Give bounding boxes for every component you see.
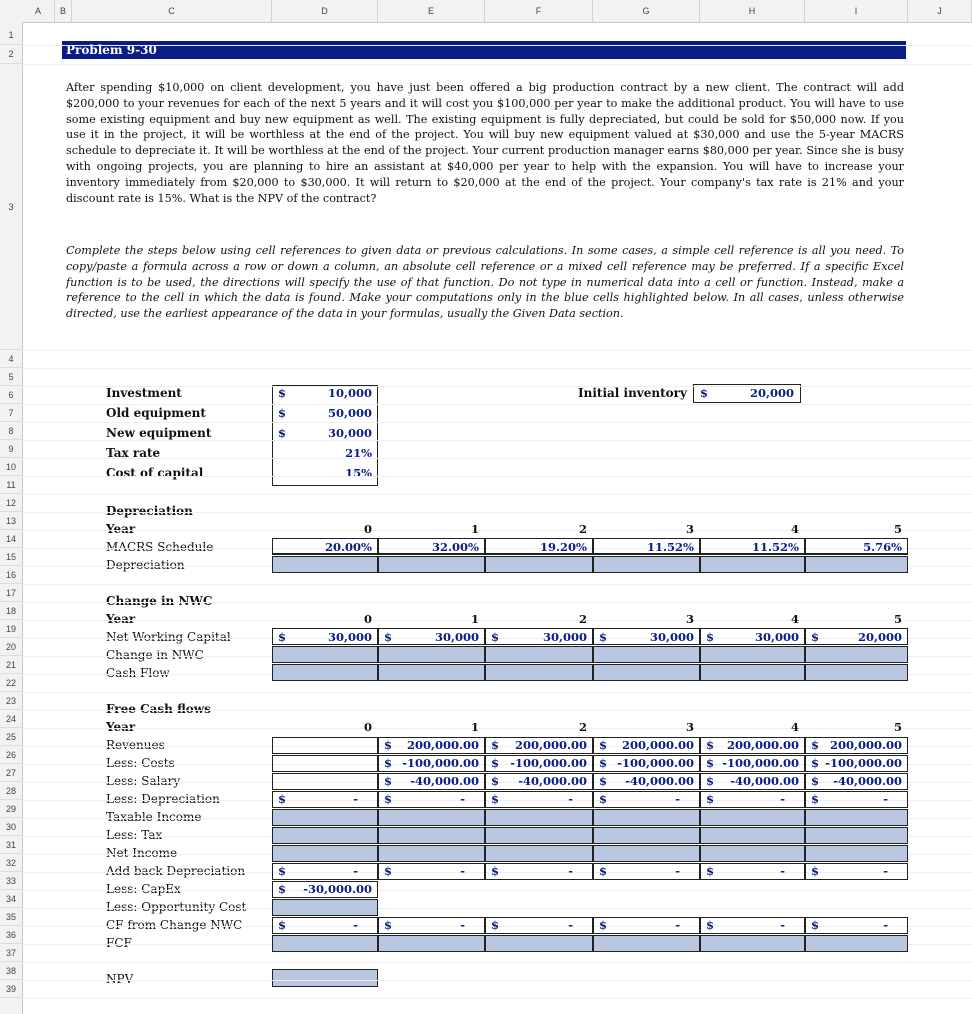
fcf-depr-dash-2: - <box>568 792 573 806</box>
gridline <box>22 404 972 405</box>
depreciation-year-label: Year <box>106 522 136 536</box>
net-income-label: Net Income <box>106 846 178 860</box>
macrs-value-3[interactable]: 11.52% <box>647 540 694 554</box>
instructions-text: Complete the steps below using cell references to given data or previous calculations. In some cases, a simple cell reference is all you need. To copy/paste a formula across a row or down a column, an absolute cell reference or a mixed cell reference may be preferred. If a specific Excel function is to be used, the directions will specify the use of that function. Do not type in numerical data into a cell or function. Instead, make a reference to the cell in which the data is found. Make your computations only in the blue cells highlighted below. In all cases, unless otherwise directed, use the earliest appearance of the data in your formulas, usually the Given Data section. <box>66 244 904 321</box>
depr-year-3: 3 <box>685 522 694 536</box>
capex-value-0[interactable]: -30,000.00 <box>303 882 372 896</box>
cost-dollar-5: $ <box>811 756 820 770</box>
tax-input-5[interactable] <box>805 827 908 844</box>
row-header-16[interactable]: 16 <box>0 566 22 584</box>
salary-value-2[interactable]: -40,000.00 <box>518 774 587 788</box>
net-income-input-2[interactable] <box>485 845 593 862</box>
fcf-depr-dollar-3: $ <box>599 792 608 806</box>
nwc-cf-input-4[interactable] <box>700 664 805 681</box>
row-header-26[interactable]: 26 <box>0 746 22 764</box>
gridline <box>22 998 972 999</box>
nwc-dollar-5: $ <box>811 630 820 644</box>
initial-inventory-dollar: $ <box>700 386 709 400</box>
addback-dollar-3: $ <box>599 864 608 878</box>
fcf-empty-cell-cost <box>272 755 378 772</box>
salary-dollar-3: $ <box>599 774 608 788</box>
nwc-cf-input-2[interactable] <box>485 664 593 681</box>
tax-input-4[interactable] <box>700 827 805 844</box>
tax-rate-label: Tax rate <box>106 446 161 460</box>
tax-input-3[interactable] <box>593 827 700 844</box>
row-header-14[interactable]: 14 <box>0 530 22 548</box>
row-header-7[interactable]: 7 <box>0 404 22 422</box>
depreciation-input-4[interactable] <box>700 556 805 573</box>
nwc-year-1: 1 <box>470 612 479 626</box>
row-header-23[interactable]: 23 <box>0 692 22 710</box>
gridline <box>22 584 972 585</box>
taxable-income-input-1[interactable] <box>378 809 485 826</box>
cost-dollar-1: $ <box>384 756 393 770</box>
cf-nwc-dollar-2: $ <box>491 918 500 932</box>
row-header-bar <box>0 22 23 1014</box>
cf-nwc-dash-5: - <box>883 918 888 932</box>
row-header-17[interactable]: 17 <box>0 584 22 602</box>
gridline <box>22 64 972 65</box>
fcf-depr-dash-0: - <box>353 792 358 806</box>
new-equipment-value[interactable]: 30,000 <box>327 426 372 440</box>
old-equipment-label: Old equipment <box>106 406 206 420</box>
nwc-value-3[interactable]: 30,000 <box>649 630 694 644</box>
fcf-year-3: 3 <box>685 720 694 734</box>
revenues-label: Revenues <box>106 738 165 752</box>
row-header-29[interactable]: 29 <box>0 800 22 818</box>
gridline <box>22 602 972 603</box>
addback-dash-3: - <box>675 864 680 878</box>
nwc-value-0[interactable]: 30,000 <box>327 630 372 644</box>
nwc-dollar-0: $ <box>278 630 287 644</box>
taxable-income-input-0[interactable] <box>272 809 378 826</box>
row-header-30[interactable]: 30 <box>0 818 22 836</box>
gridline <box>22 908 972 909</box>
tax-input-0[interactable] <box>272 827 378 844</box>
net-income-input-3[interactable] <box>593 845 700 862</box>
salary-dollar-2: $ <box>491 774 500 788</box>
fcf-depr-dash-3: - <box>675 792 680 806</box>
nwc-year-2: 2 <box>578 612 587 626</box>
macrs-value-1[interactable]: 32.00% <box>432 540 479 554</box>
row-header-15[interactable]: 15 <box>0 548 22 566</box>
fcf-year-2: 2 <box>578 720 587 734</box>
nwc-label: Net Working Capital <box>106 630 231 644</box>
depreciation-heading: Depreciation <box>106 504 193 518</box>
column-header-h[interactable]: H <box>700 0 805 22</box>
net-income-input-5[interactable] <box>805 845 908 862</box>
row-header-12[interactable]: 12 <box>0 494 22 512</box>
cf-nwc-dollar-4: $ <box>706 918 715 932</box>
depr-year-0: 0 <box>363 522 372 536</box>
taxable-income-input-4[interactable] <box>700 809 805 826</box>
opportunity-cost-label: Less: Opportunity Cost <box>106 900 247 914</box>
taxable-income-input-2[interactable] <box>485 809 593 826</box>
nwc-cf-input-5[interactable] <box>805 664 908 681</box>
fcf-input-5[interactable] <box>805 935 908 952</box>
fcf-input-3[interactable] <box>593 935 700 952</box>
column-header-d[interactable]: D <box>272 0 378 22</box>
row-header-36[interactable]: 36 <box>0 926 22 944</box>
cost-value-5[interactable]: -100,000.00 <box>825 756 902 770</box>
taxable-income-input-3[interactable] <box>593 809 700 826</box>
cost-of-capital-value[interactable]: 15% <box>345 466 372 480</box>
change-nwc-input-4[interactable] <box>700 646 805 663</box>
column-header-e[interactable]: E <box>378 0 485 22</box>
depr-year-5: 5 <box>893 522 902 536</box>
row-header-4[interactable]: 4 <box>0 350 22 368</box>
addback-dash-5: - <box>883 864 888 878</box>
column-header-g[interactable]: G <box>593 0 700 22</box>
fcf-input-0[interactable] <box>272 935 378 952</box>
gridline <box>22 386 972 387</box>
nwc-cf-input-1[interactable] <box>378 664 485 681</box>
nwc-dollar-3: $ <box>599 630 608 644</box>
nwc-dollar-4: $ <box>706 630 715 644</box>
row-header-1[interactable]: 1 <box>0 26 22 45</box>
opportunity-cost-input-0[interactable] <box>272 899 378 916</box>
row-header-11[interactable]: 11 <box>0 476 22 494</box>
taxable-income-input-5[interactable] <box>805 809 908 826</box>
nwc-year-0: 0 <box>363 612 372 626</box>
cf-nwc-dollar-1: $ <box>384 918 393 932</box>
fcf-depr-dollar-1: $ <box>384 792 393 806</box>
revenue-dollar-2: $ <box>491 738 500 752</box>
salary-label: Less: Salary <box>106 774 181 788</box>
row-header-24[interactable]: 24 <box>0 710 22 728</box>
depreciation-input-3[interactable] <box>593 556 700 573</box>
row-header-22[interactable]: 22 <box>0 674 22 692</box>
depr-year-2: 2 <box>578 522 587 536</box>
cost-dollar-3: $ <box>599 756 608 770</box>
new-equipment-label: New equipment <box>106 426 212 440</box>
revenue-value-2[interactable]: 200,000.00 <box>514 738 587 752</box>
macrs-value-0[interactable]: 20.00% <box>325 540 372 554</box>
gridline <box>22 422 972 423</box>
row-header-8[interactable]: 8 <box>0 422 22 440</box>
nwc-value-1[interactable]: 30,000 <box>434 630 479 644</box>
cost-value-1[interactable]: -100,000.00 <box>402 756 479 770</box>
addback-dash-4: - <box>780 864 785 878</box>
gridline <box>22 45 972 46</box>
revenue-dollar-4: $ <box>706 738 715 752</box>
nwc-year-5: 5 <box>893 612 902 626</box>
tax-input-1[interactable] <box>378 827 485 844</box>
row-header-21[interactable]: 21 <box>0 656 22 674</box>
cf-nwc-dash-3: - <box>675 918 680 932</box>
initial-inventory-value[interactable]: 20,000 <box>749 386 794 400</box>
addback-label: Add back Depreciation <box>106 864 246 878</box>
problem-title: Problem 9-30 <box>62 41 906 59</box>
capex-label: Less: CapEx <box>106 882 181 896</box>
gridline <box>22 368 972 369</box>
fcf-depr-dollar-5: $ <box>811 792 820 806</box>
row-header-39[interactable]: 39 <box>0 980 22 998</box>
cost-value-4[interactable]: -100,000.00 <box>722 756 799 770</box>
gridline <box>22 692 972 693</box>
cost-of-capital-label: Cost of capital <box>106 466 204 480</box>
fcf-heading: Free Cash flows <box>106 702 211 716</box>
row-header-33[interactable]: 33 <box>0 872 22 890</box>
fcf-depr-dash-5: - <box>883 792 888 806</box>
row-header-32[interactable]: 32 <box>0 854 22 872</box>
gridline <box>22 440 972 441</box>
column-header-i[interactable]: I <box>805 0 908 22</box>
column-header-bar <box>0 0 972 23</box>
fcf-depr-dollar-0: $ <box>278 792 287 806</box>
gridline <box>22 458 972 459</box>
gridline <box>22 962 972 963</box>
cost-value-2[interactable]: -100,000.00 <box>510 756 587 770</box>
fcf-depr-dollar-2: $ <box>491 792 500 806</box>
nwc-value-2[interactable]: 30,000 <box>542 630 587 644</box>
gridline <box>22 350 972 351</box>
investment-value[interactable]: 10,000 <box>327 386 372 400</box>
depreciation-input-1[interactable] <box>378 556 485 573</box>
net-income-input-0[interactable] <box>272 845 378 862</box>
fcf-year-5: 5 <box>893 720 902 734</box>
fcf-input-1[interactable] <box>378 935 485 952</box>
cost-dollar-4: $ <box>706 756 715 770</box>
costs-label: Less: Costs <box>106 756 175 770</box>
revenue-dollar-1: $ <box>384 738 393 752</box>
row-header-35[interactable]: 35 <box>0 908 22 926</box>
column-header-f[interactable]: F <box>485 0 593 22</box>
gridline <box>22 980 972 981</box>
investment-dollar: $ <box>278 386 287 400</box>
nwc-cf-input-0[interactable] <box>272 664 378 681</box>
fcf-depr-dash-1: - <box>460 792 465 806</box>
npv-label: NPV <box>106 972 134 986</box>
fcf-depreciation-label: Less: Depreciation <box>106 792 220 806</box>
row-header-2[interactable]: 2 <box>0 45 22 64</box>
macrs-value-2[interactable]: 19.20% <box>540 540 587 554</box>
fcf-input-2[interactable] <box>485 935 593 952</box>
row-header-34[interactable]: 34 <box>0 890 22 908</box>
fcf-depr-dollar-4: $ <box>706 792 715 806</box>
cf-nwc-dash-1: - <box>460 918 465 932</box>
macrs-value-4[interactable]: 11.52% <box>752 540 799 554</box>
fcf-year-1: 1 <box>470 720 479 734</box>
nwc-year-4: 4 <box>790 612 799 626</box>
addback-dollar-2: $ <box>491 864 500 878</box>
salary-dollar-5: $ <box>811 774 820 788</box>
change-nwc-input-5[interactable] <box>805 646 908 663</box>
cf-nwc-dollar-5: $ <box>811 918 820 932</box>
fcf-empty-cell-sal <box>272 773 378 790</box>
row-header-18[interactable]: 18 <box>0 602 22 620</box>
column-header-b[interactable]: B <box>55 0 72 22</box>
row-header-19[interactable]: 19 <box>0 620 22 638</box>
revenue-value-3[interactable]: 200,000.00 <box>621 738 694 752</box>
change-nwc-label: Change in NWC <box>106 648 204 662</box>
row-header-38[interactable]: 38 <box>0 962 22 980</box>
addback-dash-0: - <box>353 864 358 878</box>
cf-nwc-dash-0: - <box>353 918 358 932</box>
depreciation-row-label: Depreciation <box>106 558 185 572</box>
addback-dollar-1: $ <box>384 864 393 878</box>
row-header-5[interactable]: 5 <box>0 368 22 386</box>
gridline <box>22 512 972 513</box>
addback-dash-2: - <box>568 864 573 878</box>
macrs-value-5[interactable]: 5.76% <box>863 540 902 554</box>
cf-nwc-dash-4: - <box>780 918 785 932</box>
tax-rate-value[interactable]: 21% <box>345 446 372 460</box>
row-header-9[interactable]: 9 <box>0 440 22 458</box>
cost-dollar-2: $ <box>491 756 500 770</box>
npv-input-cell[interactable] <box>272 969 378 987</box>
nwc-year-3: 3 <box>685 612 694 626</box>
cost-value-3[interactable]: -100,000.00 <box>617 756 694 770</box>
addback-dollar-0: $ <box>278 864 287 878</box>
old-equipment-value[interactable]: 50,000 <box>327 406 372 420</box>
revenue-dollar-5: $ <box>811 738 820 752</box>
problem-text: After spending $10,000 on client development, you have just been offered a big production contract by a new client. The contract will add $200,000 to your revenues for each of the next 5 years and it will cost you $100,000 per year to make the additional product. You will have to use some existing equipment and buy new equipment as well. The existing equipment is fully depreciated, but could be sold for $50,000 now. If you use it in the project, it will be worthless at the end of the project. You will buy new equipment valued at $30,000 and use the 5-year MACRS schedule to depreciate it. It will be worthless at the end of the project. Your current production manager earns $80,000 per year. Since she is busy with ongoing projects, you are planning to hire an assistant at $40,000 per year to help with the expansion. You will have to increase your inventory immediately from $20,000 to $30,000. It will return to $20,000 at the end of the project. Your company's tax rate is 21% and your discount rate is 15%. What is the NPV of the contract? <box>66 81 904 205</box>
change-nwc-input-1[interactable] <box>378 646 485 663</box>
revenue-dollar-3: $ <box>599 738 608 752</box>
addback-dollar-5: $ <box>811 864 820 878</box>
fcf-empty-cell-rev <box>272 737 378 754</box>
addback-dollar-4: $ <box>706 864 715 878</box>
gridline <box>22 494 972 495</box>
nwc-heading: Change in NWC <box>106 594 213 608</box>
tax-label: Less: Tax <box>106 828 163 842</box>
row-header-13[interactable]: 13 <box>0 512 22 530</box>
depreciation-input-5[interactable] <box>805 556 908 573</box>
nwc-value-4[interactable]: 30,000 <box>754 630 799 644</box>
row-header-25[interactable]: 25 <box>0 728 22 746</box>
revenue-value-4[interactable]: 200,000.00 <box>726 738 799 752</box>
salary-value-3[interactable]: -40,000.00 <box>625 774 694 788</box>
nwc-dollar-1: $ <box>384 630 393 644</box>
salary-value-4[interactable]: -40,000.00 <box>730 774 799 788</box>
row-header-27[interactable]: 27 <box>0 764 22 782</box>
salary-value-5[interactable]: -40,000.00 <box>833 774 902 788</box>
net-income-input-1[interactable] <box>378 845 485 862</box>
salary-dollar-1: $ <box>384 774 393 788</box>
new-equipment-dollar: $ <box>278 426 287 440</box>
macrs-label: MACRS Schedule <box>106 540 214 554</box>
nwc-dollar-2: $ <box>491 630 500 644</box>
cf-nwc-dash-2: - <box>568 918 573 932</box>
row-header-3[interactable]: 3 <box>0 64 22 350</box>
depreciation-input-0[interactable] <box>272 556 378 573</box>
revenue-value-5[interactable]: 200,000.00 <box>829 738 902 752</box>
revenue-value-1[interactable]: 200,000.00 <box>406 738 479 752</box>
fcf-input-4[interactable] <box>700 935 805 952</box>
salary-value-1[interactable]: -40,000.00 <box>410 774 479 788</box>
change-nwc-input-0[interactable] <box>272 646 378 663</box>
fcf-year-4: 4 <box>790 720 799 734</box>
row-header-10[interactable]: 10 <box>0 458 22 476</box>
fcf-year-0: 0 <box>363 720 372 734</box>
row-header-31[interactable]: 31 <box>0 836 22 854</box>
fcf-year-label: Year <box>106 720 136 734</box>
column-header-c[interactable]: C <box>72 0 272 22</box>
nwc-cf-input-3[interactable] <box>593 664 700 681</box>
row-header-28[interactable]: 28 <box>0 782 22 800</box>
depr-year-1: 1 <box>470 522 479 536</box>
row-header-37[interactable]: 37 <box>0 944 22 962</box>
net-income-input-4[interactable] <box>700 845 805 862</box>
change-nwc-input-2[interactable] <box>485 646 593 663</box>
tax-input-2[interactable] <box>485 827 593 844</box>
fcf-label: FCF <box>106 936 132 950</box>
taxable-income-label: Taxable Income <box>106 810 202 824</box>
column-header-a[interactable]: A <box>22 0 55 22</box>
gridline <box>22 890 972 891</box>
capex-dollar-0: $ <box>278 882 287 896</box>
gridline <box>22 710 972 711</box>
gridline <box>22 476 972 477</box>
addback-dash-1: - <box>460 864 465 878</box>
investment-label: Investment <box>106 386 182 400</box>
old-equipment-dollar: $ <box>278 406 287 420</box>
column-header-j[interactable]: J <box>908 0 972 22</box>
depreciation-input-2[interactable] <box>485 556 593 573</box>
change-nwc-input-3[interactable] <box>593 646 700 663</box>
nwc-value-5[interactable]: 20,000 <box>857 630 902 644</box>
nwc-cash-flow-label: Cash Flow <box>106 666 170 680</box>
depr-year-4: 4 <box>790 522 799 536</box>
row-header-6[interactable]: 6 <box>0 386 22 404</box>
cf-nwc-label: CF from Change NWC <box>106 918 243 932</box>
initial-inventory-label: Initial inventory <box>578 386 687 400</box>
row-header-20[interactable]: 20 <box>0 638 22 656</box>
salary-dollar-4: $ <box>706 774 715 788</box>
cf-nwc-dollar-3: $ <box>599 918 608 932</box>
cf-nwc-dollar-0: $ <box>278 918 287 932</box>
nwc-year-label: Year <box>106 612 136 626</box>
fcf-depr-dash-4: - <box>780 792 785 806</box>
